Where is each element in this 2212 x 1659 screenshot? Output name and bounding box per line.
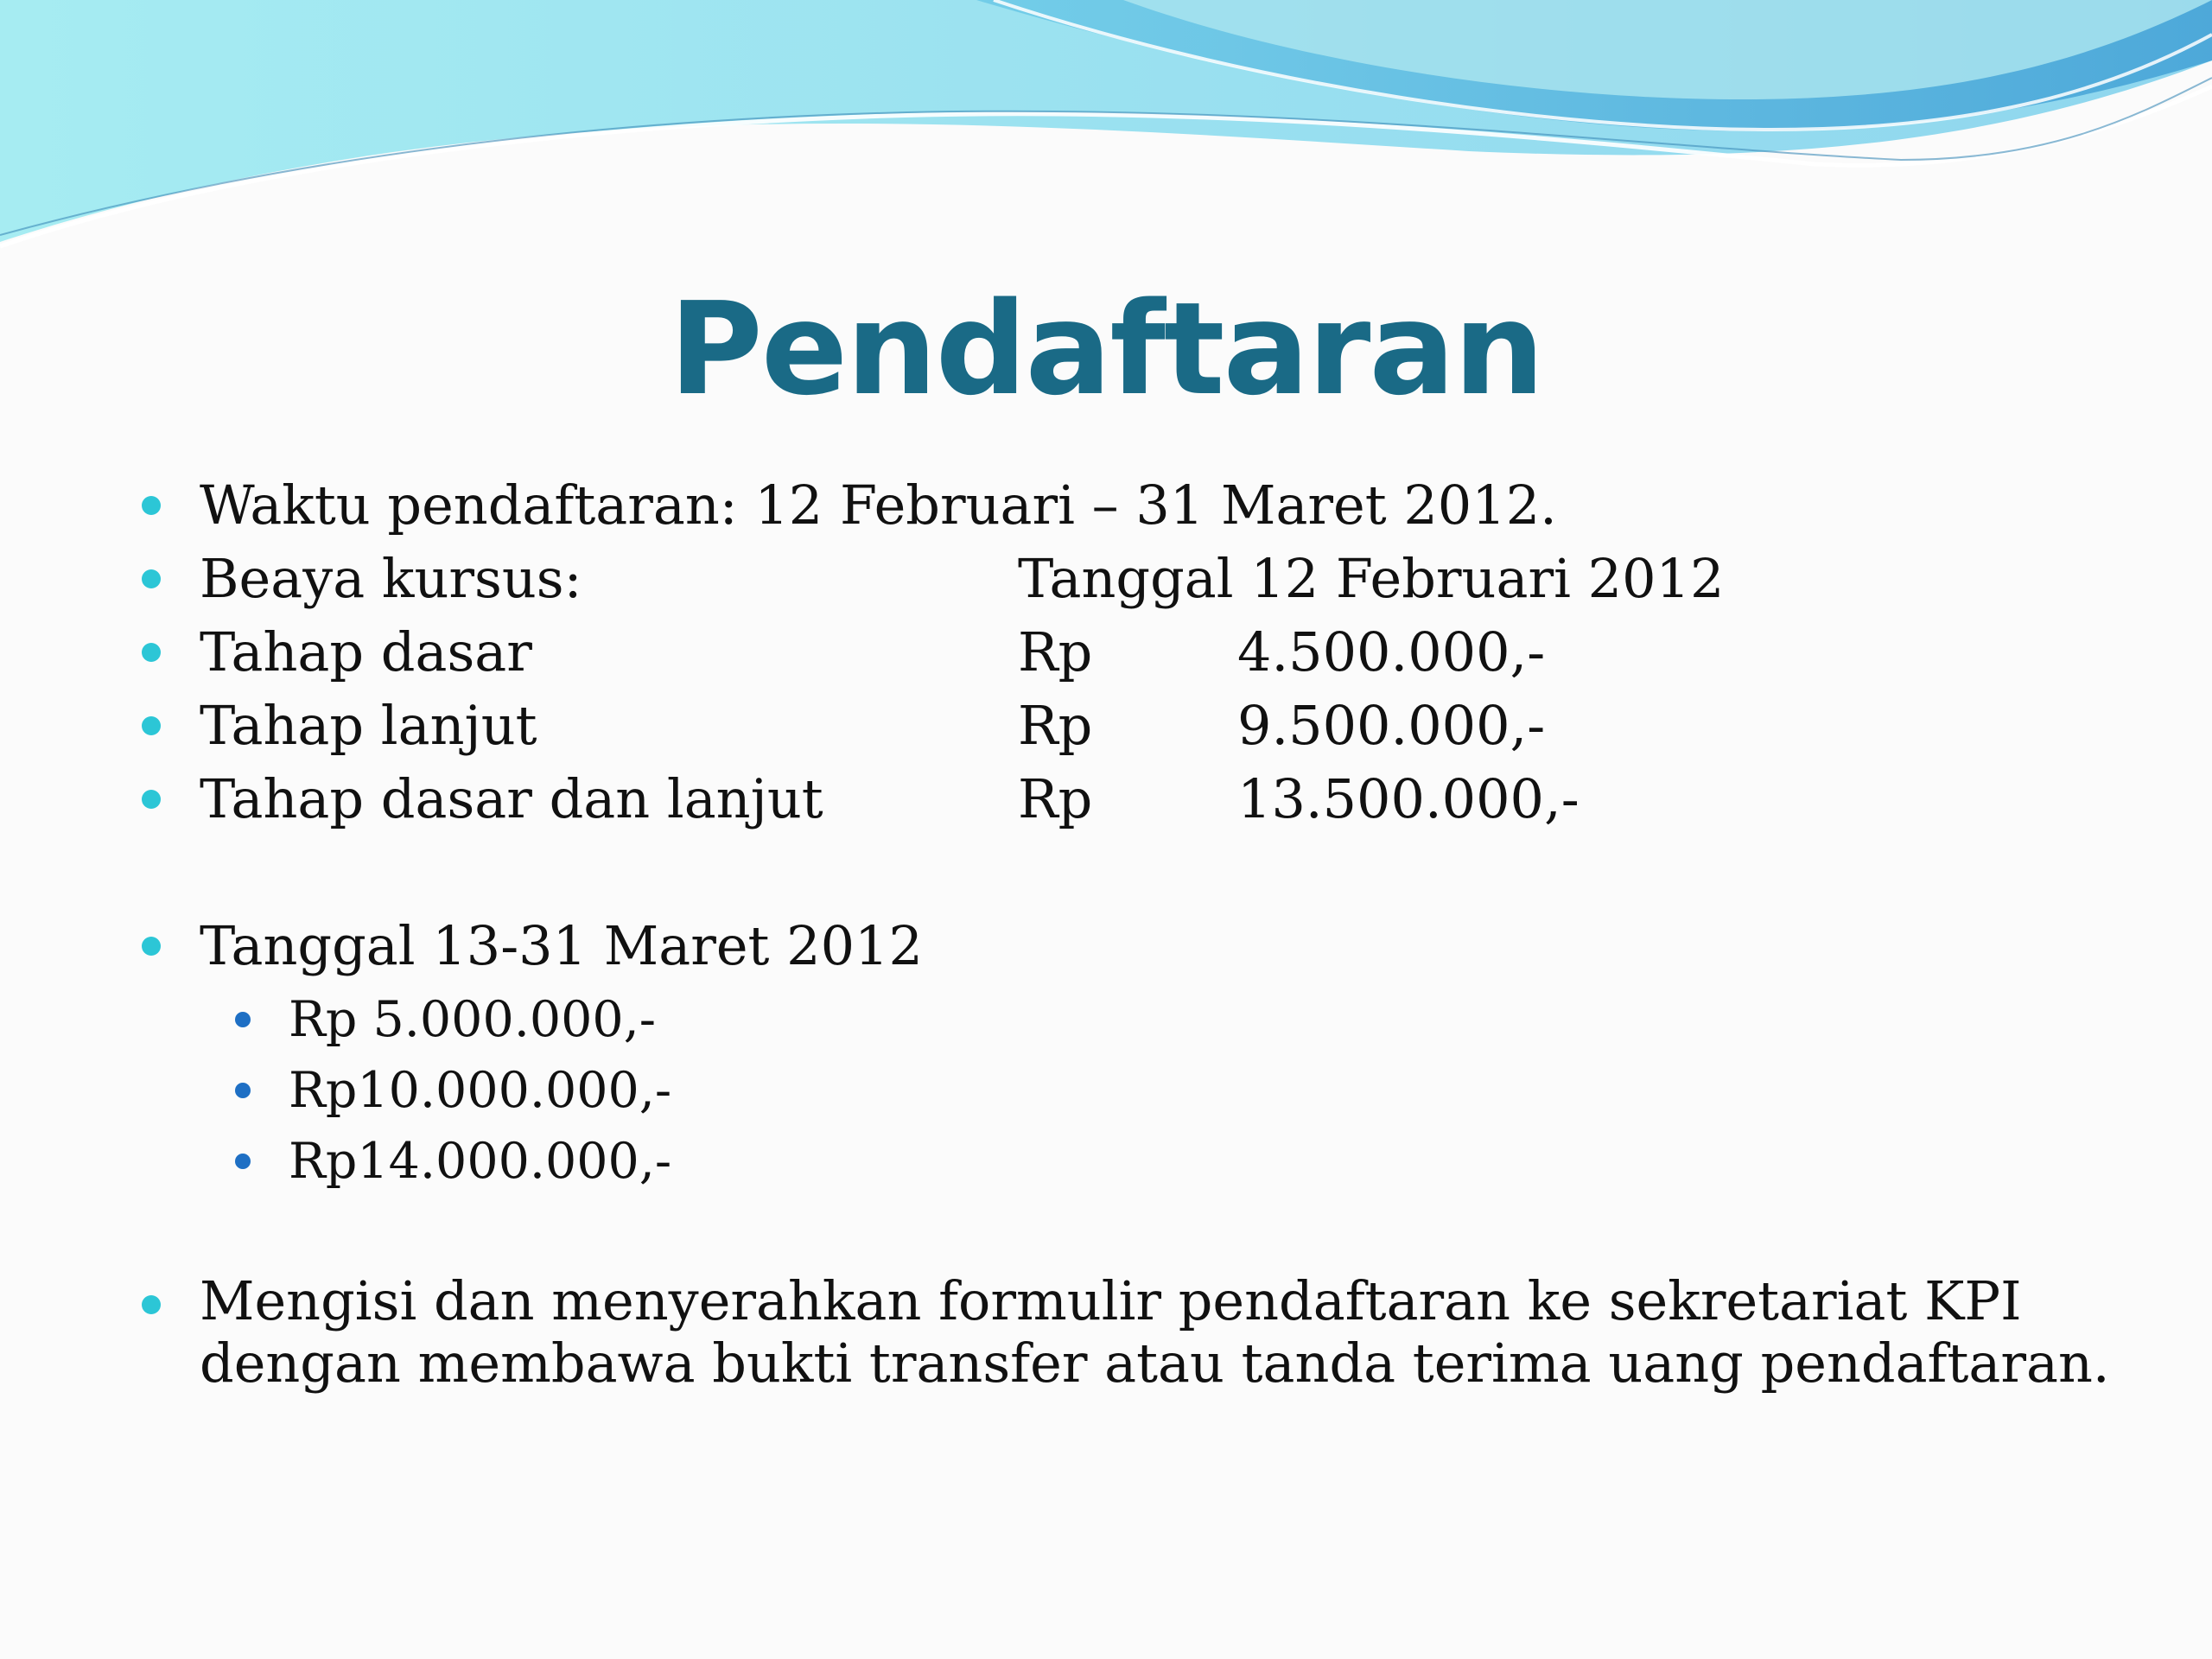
- late-fee-3: Rp14.000.000,-: [289, 1133, 672, 1190]
- list-item-fee-lanjut: [0, 691, 2212, 760]
- fee-label: Tahap dasar: [200, 620, 532, 683]
- fee-amount: 4.500.000,-: [1237, 620, 1546, 683]
- bullet-icon: [142, 937, 161, 956]
- late-fee-1: Rp 5.000.000,-: [289, 991, 656, 1048]
- list-item-fee-dasar: [0, 618, 2212, 687]
- late-fee-2: Rp10.000.000,-: [289, 1062, 672, 1119]
- list-item-instruction: [0, 1270, 2212, 1408]
- list-item-beaya: [0, 544, 2212, 613]
- fee-currency: Rp: [1018, 620, 1093, 683]
- bullet-icon: [142, 496, 161, 515]
- fee-currency: Rp: [1018, 767, 1093, 830]
- sub-bullet-icon: [235, 1154, 251, 1169]
- sub-bullet-icon: [235, 1083, 251, 1098]
- instruction-line-1: Mengisi dan menyerahkan formulir pendaftaran ke sekretariat KPI: [200, 1269, 2022, 1332]
- instruction-line-2: dengan membawa bukti transfer atau tanda terima uang pendaftaran.: [200, 1332, 2110, 1395]
- fee-amount: 9.500.000,-: [1237, 694, 1546, 757]
- list-item-waktu: [0, 471, 2212, 540]
- fee-label: Tahap dasar dan lanjut: [200, 767, 823, 830]
- bullet-icon: [142, 1295, 161, 1314]
- list-item-late: [0, 912, 2212, 981]
- beaya-tanggal: Tanggal 12 Februari 2012: [1018, 547, 1725, 610]
- waktu-text: Waktu pendaftaran: 12 Februari – 31 Maret 2012.: [200, 474, 1557, 537]
- sub-list-item: [0, 985, 2212, 1054]
- bullet-icon: [142, 643, 161, 662]
- sub-bullet-icon: [235, 1012, 251, 1027]
- fee-currency: Rp: [1018, 694, 1093, 757]
- beaya-label: Beaya kursus:: [200, 547, 582, 610]
- sub-list-item: [0, 1127, 2212, 1196]
- bullet-icon: [142, 790, 161, 809]
- slide-title: Pendaftaran: [669, 275, 1543, 423]
- sub-list-item: [0, 1056, 2212, 1125]
- fee-label: Tahap lanjut: [200, 694, 537, 757]
- late-label: Tanggal 13-31 Maret 2012: [200, 914, 923, 977]
- bullet-icon: [142, 569, 161, 588]
- list-item-fee-dasar-lanjut: [0, 765, 2212, 834]
- fee-amount: 13.500.000,-: [1237, 767, 1580, 830]
- bullet-icon: [142, 716, 161, 735]
